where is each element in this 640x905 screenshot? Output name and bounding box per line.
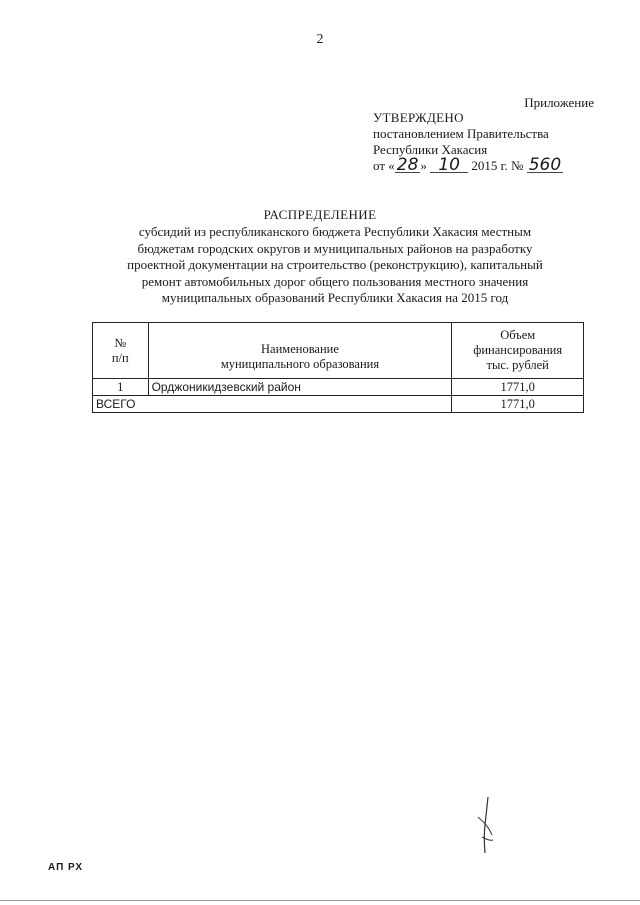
decree-line	[373, 155, 563, 175]
approval-block	[373, 110, 563, 174]
signature-mark	[470, 795, 500, 857]
handwritten-number: 560	[528, 155, 562, 175]
footer-code: АП РХ	[48, 862, 84, 873]
subtitle-line: ремонт автомобильных дорог общего пользования местного значения	[141, 273, 529, 289]
header-number: № п/п	[93, 323, 149, 379]
header-amount: Объем финансирования тыс. рублей	[452, 323, 584, 379]
row-name: Орджоникидзевский район	[148, 379, 452, 396]
table-total-row	[93, 396, 584, 413]
page-edge-line	[0, 900, 640, 901]
header-name: Наименование муниципального образования	[148, 323, 452, 379]
approval-line-1: постановлением Правительства	[373, 126, 549, 141]
subtitle-line: муниципальных образований Республики Хакасия на 2015 год	[161, 290, 509, 305]
row-number: 1	[93, 379, 149, 396]
date-quote-close: »	[420, 158, 427, 173]
subtitle-line: субсидий из республиканского бюджета Республики Хакасия местным	[138, 224, 532, 239]
number-sign: №	[511, 158, 524, 173]
page-number: 2	[316, 32, 324, 47]
document-title: РАСПРЕДЕЛЕНИЕ	[263, 207, 377, 222]
distribution-table	[92, 322, 584, 413]
appendix-label: Приложение	[524, 95, 594, 110]
approval-title: УТВЕРЖДЕНО	[373, 110, 464, 125]
table-row	[93, 379, 584, 396]
year-text: 2015 г.	[471, 158, 508, 173]
table-header-row	[93, 323, 584, 379]
handwritten-day: 28	[396, 155, 419, 175]
subtitle-line: бюджетам городских округов и муниципальных районов на разработку	[137, 240, 533, 256]
total-amount: 1771,0	[452, 396, 584, 413]
handwritten-month: 10	[430, 158, 468, 173]
subtitle-line: проектной документации на строительство (реконструкцию), капитальный	[127, 257, 543, 272]
document-subtitle	[100, 224, 570, 307]
total-label: ВСЕГО	[93, 396, 452, 413]
approval-line-2: Республики Хакасия	[373, 142, 488, 157]
row-amount: 1771,0	[452, 379, 584, 396]
date-prefix: от «	[373, 158, 395, 173]
